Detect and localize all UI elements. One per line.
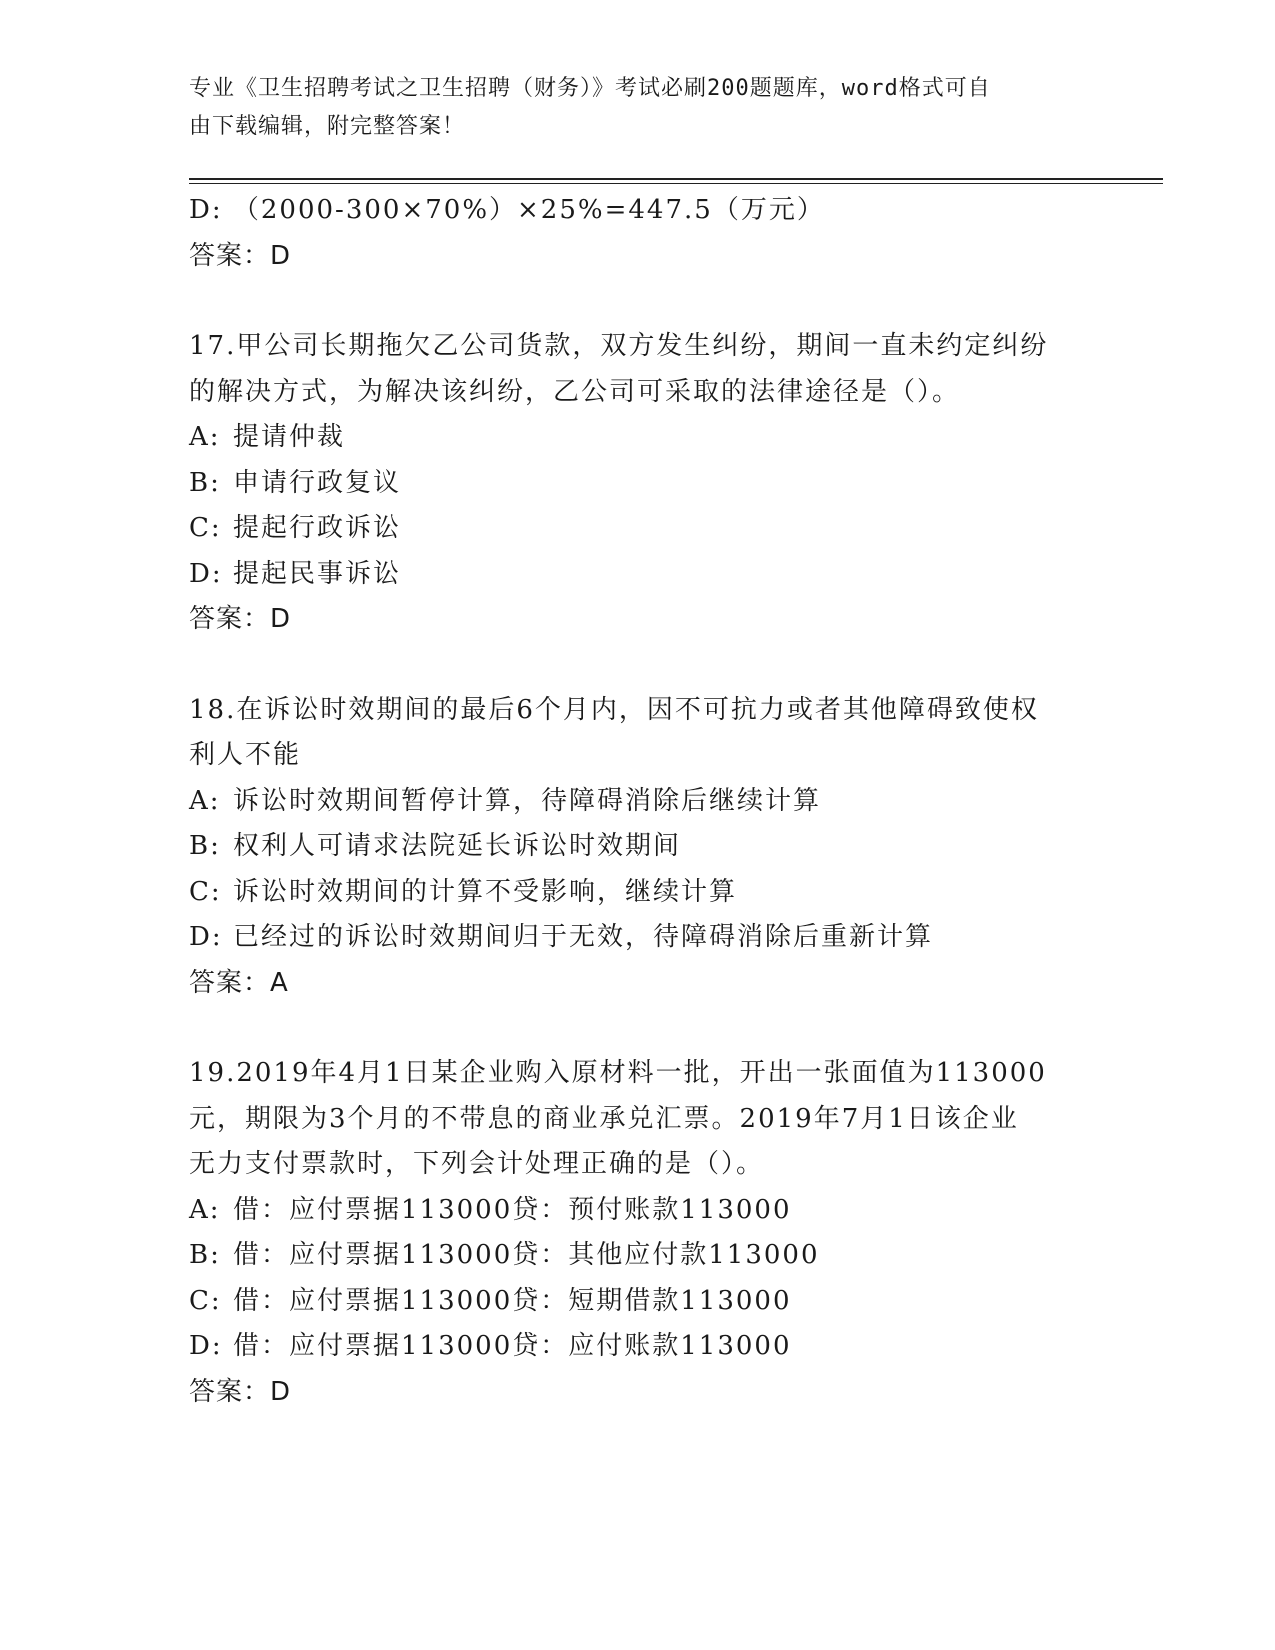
option-b	[189, 461, 1089, 507]
option-a	[189, 779, 1089, 825]
option-text: 提请仲裁	[233, 422, 346, 452]
option-key: A:	[189, 422, 221, 452]
question-19	[189, 1051, 1089, 1415]
option-key: B:	[189, 831, 221, 861]
option-b	[189, 1233, 1089, 1279]
option-text: 借：应付票据113000贷：短期借款113000	[233, 1285, 792, 1316]
option-key: D:	[189, 922, 223, 952]
option-c	[189, 870, 1089, 916]
answer: 答案：D	[189, 604, 292, 634]
option-d	[189, 552, 1089, 598]
option-text: 借：应付票据113000贷：应付账款113000	[233, 1331, 792, 1361]
option-key: B:	[189, 1240, 221, 1270]
option-a	[189, 1188, 1089, 1234]
option-text: 诉讼时效期间暂停计算，待障碍消除后继续计算	[233, 785, 822, 816]
header-divider-thick	[189, 178, 1163, 180]
option-c	[189, 1279, 1089, 1325]
page-header	[189, 70, 1069, 146]
prev-answer: 答案：D	[189, 240, 292, 271]
prev-option-d: D: （2000-300×70%）×25%=447.5（万元）	[189, 195, 825, 225]
option-a	[189, 415, 1089, 461]
option-text: 申请行政复议	[233, 467, 402, 498]
question-stem-line: 18.在诉讼时效期间的最后6个月内，因不可抗力或者其他障碍致使权	[189, 694, 1039, 725]
option-key: A:	[189, 1194, 221, 1225]
answer: 答案：A	[189, 967, 289, 998]
option-key: D:	[189, 558, 223, 589]
option-key: A:	[189, 785, 221, 816]
question-18	[189, 688, 1089, 1007]
option-text: 借：应付票据113000贷：预付账款113000	[233, 1194, 792, 1225]
question-stem-line: 17.甲公司长期拖欠乙公司货款，双方发生纠纷，期间一直未约定纠纷	[189, 331, 1049, 361]
option-key: C:	[189, 876, 222, 907]
question-stem-line: 19.2019年4月1日某企业购入原材料一批，开出一张面值为113000	[189, 1058, 1047, 1088]
question-stem-line: 的解决方式，为解决该纠纷，乙公司可采取的法律途径是（）。	[189, 376, 961, 407]
header-line-2: 由下载编辑，附完整答案！	[189, 114, 466, 139]
option-c	[189, 506, 1089, 552]
option-key: D:	[189, 1331, 223, 1361]
question-stem-line: 利人不能	[189, 740, 302, 770]
header-divider-thin	[189, 183, 1163, 184]
option-text: 已经过的诉讼时效期间归于无效，待障碍消除后重新计算	[233, 922, 934, 952]
option-key: C:	[189, 513, 222, 543]
question-17	[189, 324, 1089, 643]
option-text: 借：应付票据113000贷：其他应付款113000	[233, 1240, 820, 1270]
option-text: 诉讼时效期间的计算不受影响，继续计算	[233, 876, 738, 907]
spacer	[189, 279, 1089, 324]
answer: 答案：D	[189, 1376, 292, 1407]
header-line-1: 专业《卫生招聘考试之卫生招聘（财务）》考试必刷200题题库，word格式可自	[189, 76, 991, 101]
spacer	[189, 643, 1089, 688]
spacer	[189, 1006, 1089, 1051]
question-stem-line: 元，期限为3个月的不带息的商业承兑汇票。2019年7月1日该企业	[189, 1103, 1019, 1134]
question-content	[189, 188, 1089, 1415]
option-text: 提起行政诉讼	[233, 513, 402, 543]
option-key: B:	[189, 467, 221, 498]
option-b	[189, 824, 1089, 870]
option-text: 权利人可请求法院延长诉讼时效期间	[233, 831, 682, 861]
option-key: C:	[189, 1285, 222, 1316]
option-d	[189, 915, 1089, 961]
option-text: 提起民事诉讼	[233, 558, 402, 589]
question-stem-line: 无力支付票款时，下列会计处理正确的是（）。	[189, 1149, 765, 1179]
option-d	[189, 1324, 1089, 1370]
